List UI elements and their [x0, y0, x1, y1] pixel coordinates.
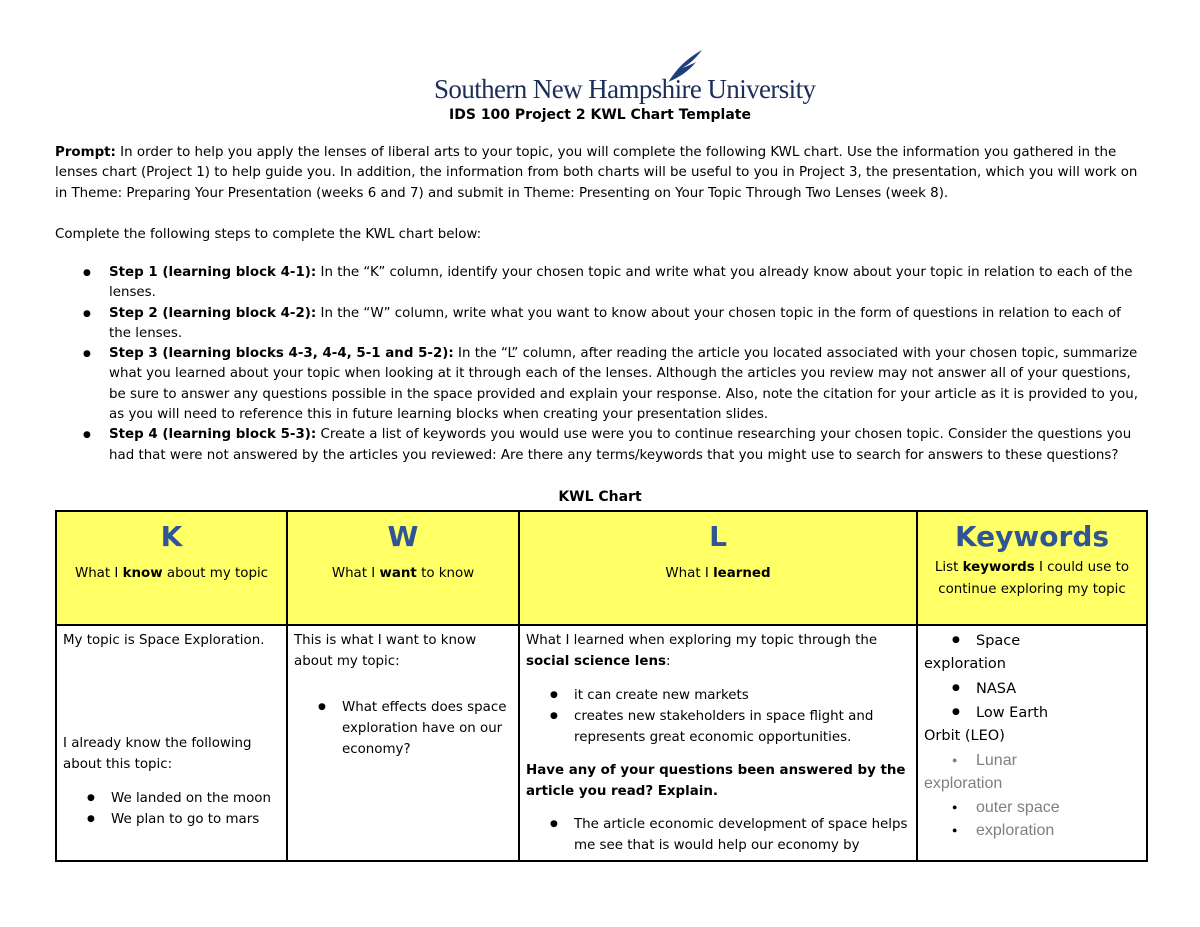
- column-header-w: [287, 511, 519, 625]
- column-letter: K: [160, 520, 183, 553]
- list-item: ● We landed on the moon: [63, 788, 280, 809]
- keyword-continuation: exploration: [924, 656, 1006, 673]
- step-item: [55, 304, 1145, 345]
- column-header-k: [56, 511, 287, 625]
- step-item: [55, 263, 1145, 304]
- steps-list: [55, 263, 1145, 466]
- step-item: [55, 425, 1145, 466]
- step-label: Step 1 (learning block 4-1):: [109, 265, 317, 280]
- step-item: [55, 344, 1145, 425]
- step-label: Step 2 (learning block 4-2):: [109, 305, 317, 321]
- w-list: [294, 697, 512, 760]
- keyword-item: ● exploration: [952, 819, 1140, 843]
- keyword-continuation: Orbit (LEO): [924, 728, 1005, 745]
- l-list: [526, 685, 910, 748]
- bullet-icon: ●: [952, 682, 960, 693]
- keyword-item: ● NASA: [952, 677, 1140, 701]
- l-cell: [519, 625, 917, 861]
- step-text: Create a list of keywords you would use were you to continue researching your chosen topic. Consider the questions you had that were not answered by the articles you reviewed: Are there any terms/keywords that you might use to search for answers to these questions?: [109, 427, 1132, 463]
- step-text: In the “W” column, write what you want to know about your chosen topic in the form of questions in relation to each of the lenses.: [109, 305, 1121, 341]
- bullet-icon: ●: [952, 707, 960, 717]
- keyword-item: ● Low Earth: [952, 701, 1140, 725]
- university-name: Southern New Hampshire University: [434, 74, 816, 104]
- prompt-label: Prompt:: [55, 145, 116, 160]
- keyword-continuation: exploration: [924, 775, 1003, 793]
- bullet-icon: ●: [952, 754, 958, 765]
- kwl-header-row: [56, 511, 1147, 625]
- k-topic: My topic is Space Exploration.: [63, 633, 265, 648]
- k-known-intro: I already know the following about this topic:: [63, 736, 252, 772]
- l-question: Have any of your questions been answered by the article you read? Explain.: [526, 763, 906, 799]
- column-header-keywords: [917, 511, 1147, 625]
- list-item: ● The article economic development of space helps me see that is would help our economy by: [526, 814, 910, 856]
- document-title: IDS 100 Project 2 KWL Chart Template: [449, 107, 751, 123]
- list-item: ● it can create new markets: [526, 685, 910, 706]
- step-text: In the “L” column, after reading the article you located associated with your chosen topic, summarize what you learned about your topic when looking at it through each of the lenses. Although the articles you review may not answer all of your questions, be sure to answer any questions possible in the space provided and explain your response. Also, note the citation for your article as it is provided to you, as you will need to reference this in future learning blocks when creating your presentation slides.: [109, 346, 1138, 423]
- bullet-icon: ●: [952, 825, 958, 836]
- bullet-icon: ●: [952, 801, 958, 812]
- list-item: ● What effects does space exploration have on our economy?: [294, 697, 512, 760]
- column-subtitle: What I learned: [665, 566, 771, 581]
- prompt-paragraph: [55, 143, 1145, 204]
- column-letter: W: [387, 520, 419, 553]
- keywords-cell: [917, 625, 1147, 861]
- column-letter: Keywords: [954, 520, 1110, 553]
- step-label: Step 3 (learning blocks 4-3, 4-4, 5-1 and 5-2):: [109, 346, 454, 362]
- column-letter: L: [709, 520, 727, 553]
- university-logo: [434, 48, 816, 108]
- k-list: [63, 788, 280, 830]
- list-item: ● We plan to go to mars: [63, 809, 280, 830]
- keyword-item: ● outer space: [952, 796, 1140, 820]
- bullet-icon: ●: [952, 635, 960, 645]
- kwl-content-row: [56, 625, 1147, 861]
- k-cell: [56, 625, 287, 861]
- list-item: ● creates new stakeholders in space flight and represents great economic opportunities.: [526, 706, 910, 748]
- w-cell: [287, 625, 519, 861]
- step-text: In the “K” column, identify your chosen topic and write what you already know about your topic in relation to each of the lenses.: [109, 265, 1133, 301]
- column-header-l: [519, 511, 917, 625]
- kwl-chart-caption: KWL Chart: [558, 489, 642, 505]
- column-subtitle: List keywords I could use to continue exploring my topic: [934, 560, 1130, 597]
- keyword-item: ● Space: [952, 629, 1140, 653]
- column-subtitle: What I want to know: [331, 566, 475, 581]
- keyword-item: ● Lunar: [952, 749, 1140, 773]
- kwl-chart-table: [55, 510, 1148, 862]
- w-intro: This is what I want to know about my topic:: [294, 633, 477, 669]
- steps-intro: Complete the following steps to complete the KWL chart below:: [55, 227, 482, 242]
- prompt-text: In order to help you apply the lenses of liberal arts to your topic, you will complete the following KWL chart. Use the information you gathered in the lenses chart (Project 1) to help guide you. In addition, the information from both charts will be useful to you in Project 3, the presentation, which you will work on in Theme: Preparing Your Presentation (weeks 6 and 7) and submit in Theme: Presenting on Your Topic Through Two Lenses (week 8).: [55, 145, 1138, 201]
- l-intro: What I learned when exploring my topic through the social science lens:: [526, 633, 878, 669]
- step-label: Step 4 (learning block 5-3):: [109, 427, 317, 443]
- column-subtitle: What I know about my topic: [74, 566, 269, 581]
- l-answer-list: [526, 814, 910, 856]
